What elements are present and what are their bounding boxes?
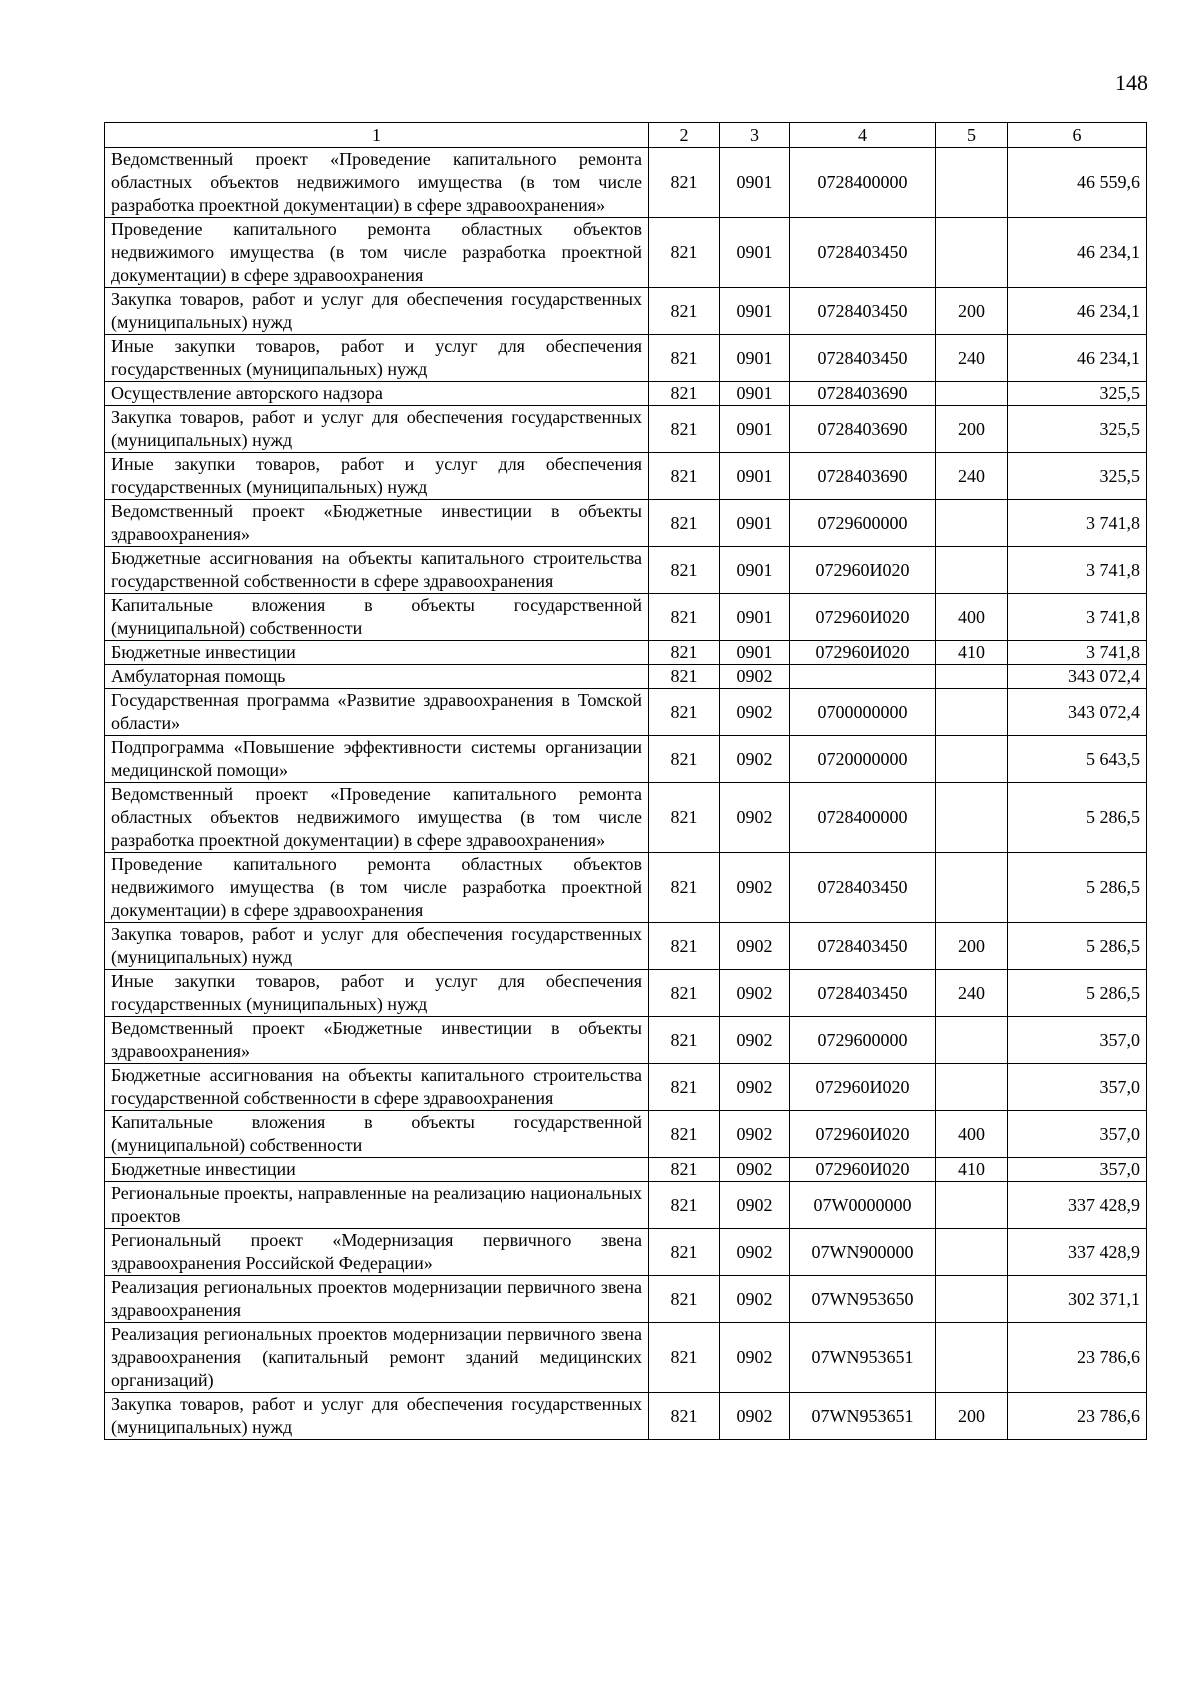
admin-code-cell: 821 — [649, 406, 720, 453]
target-article-cell: 07WN953651 — [790, 1393, 936, 1440]
target-article-cell: 072960И020 — [790, 641, 936, 665]
section-code-cell: 0902 — [720, 1276, 790, 1323]
target-article-cell: 0728403450 — [790, 923, 936, 970]
section-code-cell: 0902 — [720, 665, 790, 689]
amount-cell: 3 741,8 — [1008, 500, 1147, 547]
expense-type-cell — [936, 1017, 1008, 1064]
amount-cell: 357,0 — [1008, 1017, 1147, 1064]
column-header: 6 — [1008, 123, 1147, 148]
row-name-cell: Закупка товаров, работ и услуг для обеспечения государственных (муниципальных) нужд — [105, 1393, 649, 1440]
amount-cell: 46 234,1 — [1008, 335, 1147, 382]
amount-cell: 3 741,8 — [1008, 641, 1147, 665]
amount-cell: 337 428,9 — [1008, 1229, 1147, 1276]
expense-type-cell — [936, 783, 1008, 853]
admin-code-cell: 821 — [649, 1064, 720, 1111]
expense-type-cell: 240 — [936, 335, 1008, 382]
column-header: 5 — [936, 123, 1008, 148]
row-name-cell: Ведомственный проект «Проведение капитального ремонта областных объектов недвижимого имущества (в том числе разработка проектной документации) в сфере здравоохранения» — [105, 148, 649, 218]
row-name-cell: Бюджетные ассигнования на объекты капитального строительства государственной собственности в сфере здравоохранения — [105, 547, 649, 594]
admin-code-cell: 821 — [649, 665, 720, 689]
row-name-cell: Региональные проекты, направленные на реализацию национальных проектов — [105, 1182, 649, 1229]
section-code-cell: 0901 — [720, 547, 790, 594]
row-name-cell: Иные закупки товаров, работ и услуг для обеспечения государственных (муниципальных) нужд — [105, 453, 649, 500]
admin-code-cell: 821 — [649, 594, 720, 641]
expense-type-cell — [936, 853, 1008, 923]
table-row — [105, 923, 1147, 970]
row-name-cell: Амбулаторная помощь — [105, 665, 649, 689]
table-body — [105, 148, 1147, 1440]
column-header: 1 — [105, 123, 649, 148]
row-name-cell: Реализация региональных проектов модернизации первичного звена здравоохранения (капитальный ремонт зданий медицинских организаций) — [105, 1323, 649, 1393]
section-code-cell: 0902 — [720, 1393, 790, 1440]
admin-code-cell: 821 — [649, 1158, 720, 1182]
expense-type-cell: 240 — [936, 453, 1008, 500]
header-row — [105, 123, 1147, 148]
table-row — [105, 453, 1147, 500]
row-name-cell: Иные закупки товаров, работ и услуг для обеспечения государственных (муниципальных) нужд — [105, 970, 649, 1017]
section-code-cell: 0901 — [720, 335, 790, 382]
amount-cell: 337 428,9 — [1008, 1182, 1147, 1229]
row-name-cell: Ведомственный проект «Проведение капитального ремонта областных объектов недвижимого имущества (в том числе разработка проектной документации) в сфере здравоохранения» — [105, 783, 649, 853]
expense-type-cell — [936, 1182, 1008, 1229]
column-header: 4 — [790, 123, 936, 148]
amount-cell: 357,0 — [1008, 1111, 1147, 1158]
section-code-cell: 0901 — [720, 148, 790, 218]
amount-cell: 23 786,6 — [1008, 1323, 1147, 1393]
target-article-cell: 0728403690 — [790, 406, 936, 453]
target-article-cell: 0728403450 — [790, 853, 936, 923]
admin-code-cell: 821 — [649, 1393, 720, 1440]
table-row — [105, 1276, 1147, 1323]
target-article-cell: 0728403450 — [790, 218, 936, 288]
row-name-cell: Бюджетные инвестиции — [105, 1158, 649, 1182]
expense-type-cell — [936, 1276, 1008, 1323]
section-code-cell: 0901 — [720, 500, 790, 547]
amount-cell: 343 072,4 — [1008, 689, 1147, 736]
table-row — [105, 1182, 1147, 1229]
table-row — [105, 1393, 1147, 1440]
target-article-cell: 07WN900000 — [790, 1229, 936, 1276]
expense-type-cell: 200 — [936, 1393, 1008, 1440]
table-row — [105, 970, 1147, 1017]
amount-cell: 46 234,1 — [1008, 288, 1147, 335]
table-row — [105, 1017, 1147, 1064]
section-code-cell: 0902 — [720, 736, 790, 783]
section-code-cell: 0902 — [720, 1229, 790, 1276]
target-article-cell: 0729600000 — [790, 1017, 936, 1064]
column-header: 3 — [720, 123, 790, 148]
row-name-cell: Осуществление авторского надзора — [105, 382, 649, 406]
section-code-cell: 0902 — [720, 923, 790, 970]
section-code-cell: 0902 — [720, 853, 790, 923]
admin-code-cell: 821 — [649, 547, 720, 594]
amount-cell: 23 786,6 — [1008, 1393, 1147, 1440]
page-number: 148 — [1115, 70, 1148, 95]
table-row — [105, 736, 1147, 783]
target-article-cell: 0728403450 — [790, 970, 936, 1017]
section-code-cell: 0901 — [720, 288, 790, 335]
admin-code-cell: 821 — [649, 641, 720, 665]
section-code-cell: 0902 — [720, 1017, 790, 1064]
amount-cell: 46 559,6 — [1008, 148, 1147, 218]
expense-type-cell — [936, 148, 1008, 218]
expense-type-cell: 200 — [936, 406, 1008, 453]
section-code-cell: 0902 — [720, 970, 790, 1017]
target-article-cell: 0728403690 — [790, 453, 936, 500]
amount-cell: 357,0 — [1008, 1064, 1147, 1111]
admin-code-cell: 821 — [649, 288, 720, 335]
admin-code-cell: 821 — [649, 1229, 720, 1276]
expense-type-cell — [936, 1229, 1008, 1276]
admin-code-cell: 821 — [649, 736, 720, 783]
section-code-cell: 0901 — [720, 406, 790, 453]
amount-cell: 3 741,8 — [1008, 547, 1147, 594]
amount-cell: 325,5 — [1008, 406, 1147, 453]
table-row — [105, 218, 1147, 288]
row-name-cell: Иные закупки товаров, работ и услуг для обеспечения государственных (муниципальных) нужд — [105, 335, 649, 382]
section-code-cell: 0901 — [720, 594, 790, 641]
expense-type-cell — [936, 665, 1008, 689]
row-name-cell: Капитальные вложения в объекты государственной (муниципальной) собственности — [105, 1111, 649, 1158]
section-code-cell: 0901 — [720, 382, 790, 406]
table-row — [105, 1111, 1147, 1158]
admin-code-cell: 821 — [649, 1276, 720, 1323]
section-code-cell: 0902 — [720, 689, 790, 736]
expense-type-cell — [936, 1064, 1008, 1111]
row-name-cell: Реализация региональных проектов модернизации первичного звена здравоохранения — [105, 1276, 649, 1323]
expense-type-cell: 200 — [936, 288, 1008, 335]
row-name-cell: Региональный проект «Модернизация первичного звена здравоохранения Российской Федерации» — [105, 1229, 649, 1276]
section-code-cell: 0902 — [720, 1323, 790, 1393]
admin-code-cell: 821 — [649, 970, 720, 1017]
section-code-cell: 0901 — [720, 218, 790, 288]
admin-code-cell: 821 — [649, 923, 720, 970]
expense-type-cell — [936, 382, 1008, 406]
table-row — [105, 1229, 1147, 1276]
expense-type-cell — [936, 500, 1008, 547]
amount-cell: 325,5 — [1008, 453, 1147, 500]
target-article-cell — [790, 665, 936, 689]
admin-code-cell: 821 — [649, 382, 720, 406]
expense-type-cell: 200 — [936, 923, 1008, 970]
expense-type-cell — [936, 218, 1008, 288]
amount-cell: 325,5 — [1008, 382, 1147, 406]
row-name-cell: Бюджетные ассигнования на объекты капитального строительства государственной собственности в сфере здравоохранения — [105, 1064, 649, 1111]
table-row — [105, 547, 1147, 594]
amount-cell: 3 741,8 — [1008, 594, 1147, 641]
row-name-cell: Проведение капитального ремонта областных объектов недвижимого имущества (в том числе разработка проектной документации) в сфере здравоохранения — [105, 218, 649, 288]
target-article-cell: 072960И020 — [790, 1064, 936, 1111]
table-row — [105, 783, 1147, 853]
section-code-cell: 0902 — [720, 783, 790, 853]
admin-code-cell: 821 — [649, 1323, 720, 1393]
target-article-cell: 07WN953651 — [790, 1323, 936, 1393]
target-article-cell: 0728400000 — [790, 148, 936, 218]
admin-code-cell: 821 — [649, 783, 720, 853]
expense-type-cell — [936, 736, 1008, 783]
table-row — [105, 288, 1147, 335]
row-name-cell: Закупка товаров, работ и услуг для обеспечения государственных (муниципальных) нужд — [105, 923, 649, 970]
expense-type-cell: 410 — [936, 641, 1008, 665]
section-code-cell: 0902 — [720, 1182, 790, 1229]
target-article-cell: 07WN953650 — [790, 1276, 936, 1323]
target-article-cell: 072960И020 — [790, 1111, 936, 1158]
amount-cell: 46 234,1 — [1008, 218, 1147, 288]
admin-code-cell: 821 — [649, 453, 720, 500]
target-article-cell: 0728403450 — [790, 288, 936, 335]
target-article-cell: 072960И020 — [790, 594, 936, 641]
row-name-cell: Бюджетные инвестиции — [105, 641, 649, 665]
target-article-cell: 0720000000 — [790, 736, 936, 783]
amount-cell: 302 371,1 — [1008, 1276, 1147, 1323]
admin-code-cell: 821 — [649, 218, 720, 288]
row-name-cell: Проведение капитального ремонта областных объектов недвижимого имущества (в том числе разработка проектной документации) в сфере здравоохранения — [105, 853, 649, 923]
row-name-cell: Ведомственный проект «Бюджетные инвестиции в объекты здравоохранения» — [105, 1017, 649, 1064]
amount-cell: 5 643,5 — [1008, 736, 1147, 783]
admin-code-cell: 821 — [649, 1182, 720, 1229]
section-code-cell: 0902 — [720, 1111, 790, 1158]
admin-code-cell: 821 — [649, 148, 720, 218]
table-row — [105, 641, 1147, 665]
target-article-cell: 0728400000 — [790, 783, 936, 853]
expense-type-cell — [936, 689, 1008, 736]
expense-type-cell — [936, 547, 1008, 594]
table-row — [105, 665, 1147, 689]
admin-code-cell: 821 — [649, 1017, 720, 1064]
row-name-cell: Капитальные вложения в объекты государственной (муниципальной) собственности — [105, 594, 649, 641]
admin-code-cell: 821 — [649, 335, 720, 382]
amount-cell: 5 286,5 — [1008, 970, 1147, 1017]
table-row — [105, 500, 1147, 547]
budget-table — [104, 122, 1147, 1440]
row-name-cell: Закупка товаров, работ и услуг для обеспечения государственных (муниципальных) нужд — [105, 406, 649, 453]
table-row — [105, 335, 1147, 382]
admin-code-cell: 821 — [649, 500, 720, 547]
table-row — [105, 148, 1147, 218]
table-row — [105, 1158, 1147, 1182]
table-row — [105, 853, 1147, 923]
admin-code-cell: 821 — [649, 853, 720, 923]
target-article-cell: 07W0000000 — [790, 1182, 936, 1229]
target-article-cell: 0728403690 — [790, 382, 936, 406]
amount-cell: 5 286,5 — [1008, 923, 1147, 970]
column-header: 2 — [649, 123, 720, 148]
amount-cell: 5 286,5 — [1008, 783, 1147, 853]
admin-code-cell: 821 — [649, 689, 720, 736]
table-row — [105, 1064, 1147, 1111]
row-name-cell: Подпрограмма «Повышение эффективности системы организации медицинской помощи» — [105, 736, 649, 783]
expense-type-cell — [936, 1323, 1008, 1393]
row-name-cell: Ведомственный проект «Бюджетные инвестиции в объекты здравоохранения» — [105, 500, 649, 547]
amount-cell: 5 286,5 — [1008, 853, 1147, 923]
row-name-cell: Закупка товаров, работ и услуг для обеспечения государственных (муниципальных) нужд — [105, 288, 649, 335]
expense-type-cell: 240 — [936, 970, 1008, 1017]
target-article-cell: 072960И020 — [790, 547, 936, 594]
section-code-cell: 0901 — [720, 453, 790, 500]
section-code-cell: 0902 — [720, 1064, 790, 1111]
expense-type-cell: 410 — [936, 1158, 1008, 1182]
table-row — [105, 689, 1147, 736]
target-article-cell: 0700000000 — [790, 689, 936, 736]
table-row — [105, 406, 1147, 453]
target-article-cell: 0728403450 — [790, 335, 936, 382]
section-code-cell: 0902 — [720, 1158, 790, 1182]
target-article-cell: 072960И020 — [790, 1158, 936, 1182]
amount-cell: 343 072,4 — [1008, 665, 1147, 689]
row-name-cell: Государственная программа «Развитие здравоохранения в Томской области» — [105, 689, 649, 736]
expense-type-cell: 400 — [936, 594, 1008, 641]
target-article-cell: 0729600000 — [790, 500, 936, 547]
admin-code-cell: 821 — [649, 1111, 720, 1158]
amount-cell: 357,0 — [1008, 1158, 1147, 1182]
table-row — [105, 382, 1147, 406]
table-row — [105, 1323, 1147, 1393]
section-code-cell: 0901 — [720, 641, 790, 665]
expense-type-cell: 400 — [936, 1111, 1008, 1158]
table-row — [105, 594, 1147, 641]
